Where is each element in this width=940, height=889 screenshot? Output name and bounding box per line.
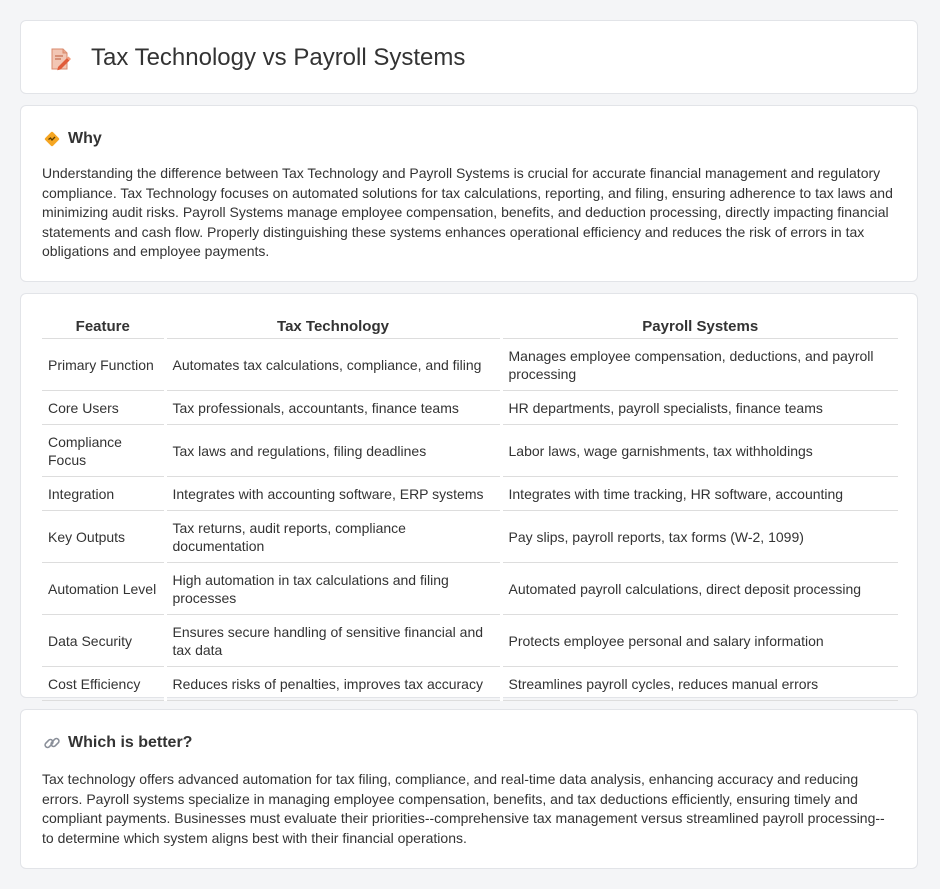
table-row <box>42 563 898 615</box>
feature-cell: Core Users <box>42 391 165 425</box>
feature-cell: Data Security <box>42 615 165 667</box>
why-heading: Why <box>68 130 102 147</box>
better-heading-row <box>43 734 192 752</box>
tax-technology-cell: Tax returns, audit reports, compliance documentation <box>165 511 501 563</box>
comparison-table <box>42 314 898 701</box>
tax-technology-cell: Reduces risks of penalties, improves tax accuracy <box>165 667 501 701</box>
tax-technology-cell: Tax professionals, accountants, finance teams <box>165 391 501 425</box>
feature-cell: Cost Efficiency <box>42 667 165 701</box>
header-feature: Feature <box>42 314 165 339</box>
table-row <box>42 477 898 511</box>
table-row <box>42 425 898 477</box>
why-card <box>20 105 918 282</box>
tax-technology-cell: Tax laws and regulations, filing deadlines <box>165 425 501 477</box>
feature-cell: Compliance Focus <box>42 425 165 477</box>
tax-technology-cell: High automation in tax calculations and filing processes <box>165 563 501 615</box>
why-heading-row <box>43 130 102 148</box>
table-row <box>42 511 898 563</box>
payroll-systems-cell: Pay slips, payroll reports, tax forms (W-2, 1099) <box>501 511 898 563</box>
table-row <box>42 667 898 701</box>
better-heading: Which is better? <box>68 734 193 751</box>
payroll-systems-cell: Protects employee personal and salary information <box>501 615 898 667</box>
why-text: Understanding the difference between Tax Technology and Payroll Systems is crucial for accurate financial management and regulatory compliance. Tax Technology focuses on automated solutions for tax calculations, reporting, and filing, ensuring adherence to tax laws and minimizing audit risks. Payroll Systems manage employee compensation, benefits, and deduction processing, directly impacting financial statements and cash flow. Properly distinguishing these systems enhances operational efficiency and reduces the risk of errors in tax obligations and employee payments. <box>42 165 893 259</box>
tax-technology-cell: Ensures secure handling of sensitive financial and tax data <box>165 615 501 667</box>
header-tax-technology: Tax Technology <box>165 314 501 339</box>
document-pencil-icon <box>49 47 71 71</box>
feature-cell: Automation Level <box>42 563 165 615</box>
payroll-systems-cell: Integrates with time tracking, HR software, accounting <box>501 477 898 511</box>
table-row <box>42 339 898 391</box>
payroll-systems-cell: Automated payroll calculations, direct deposit processing <box>501 563 898 615</box>
payroll-systems-cell: Labor laws, wage garnishments, tax withholdings <box>501 425 898 477</box>
comparison-card <box>20 293 918 698</box>
table-row <box>42 391 898 425</box>
tax-technology-cell: Automates tax calculations, compliance, and filing <box>165 339 501 391</box>
header-payroll-systems: Payroll Systems <box>501 314 898 339</box>
feature-cell: Primary Function <box>42 339 165 391</box>
feature-cell: Key Outputs <box>42 511 165 563</box>
payroll-systems-cell: Manages employee compensation, deductions, and payroll processing <box>501 339 898 391</box>
page-title: Tax Technology vs Payroll Systems <box>91 44 466 71</box>
payroll-systems-cell: Streamlines payroll cycles, reduces manual errors <box>501 667 898 701</box>
link-icon <box>43 734 61 752</box>
table-row <box>42 615 898 667</box>
warning-diamond-icon <box>43 130 61 148</box>
better-text: Tax technology offers advanced automation for tax filing, compliance, and real-time data analysis, enhancing accuracy and reducing errors. Payroll systems specialize in managing employee compensation, benefits, and tax deductions efficiently, ensuring timely and compliant payments. Businesses must evaluate their priorities--comprehensive tax management versus streamlined payroll processing--to determine which system aligns best with their financial operations. <box>42 771 885 846</box>
which-is-better-card <box>20 709 918 869</box>
feature-cell: Integration <box>42 477 165 511</box>
payroll-systems-cell: HR departments, payroll specialists, finance teams <box>501 391 898 425</box>
table-header-row <box>42 314 898 339</box>
header-card <box>20 20 918 94</box>
tax-technology-cell: Integrates with accounting software, ERP systems <box>165 477 501 511</box>
